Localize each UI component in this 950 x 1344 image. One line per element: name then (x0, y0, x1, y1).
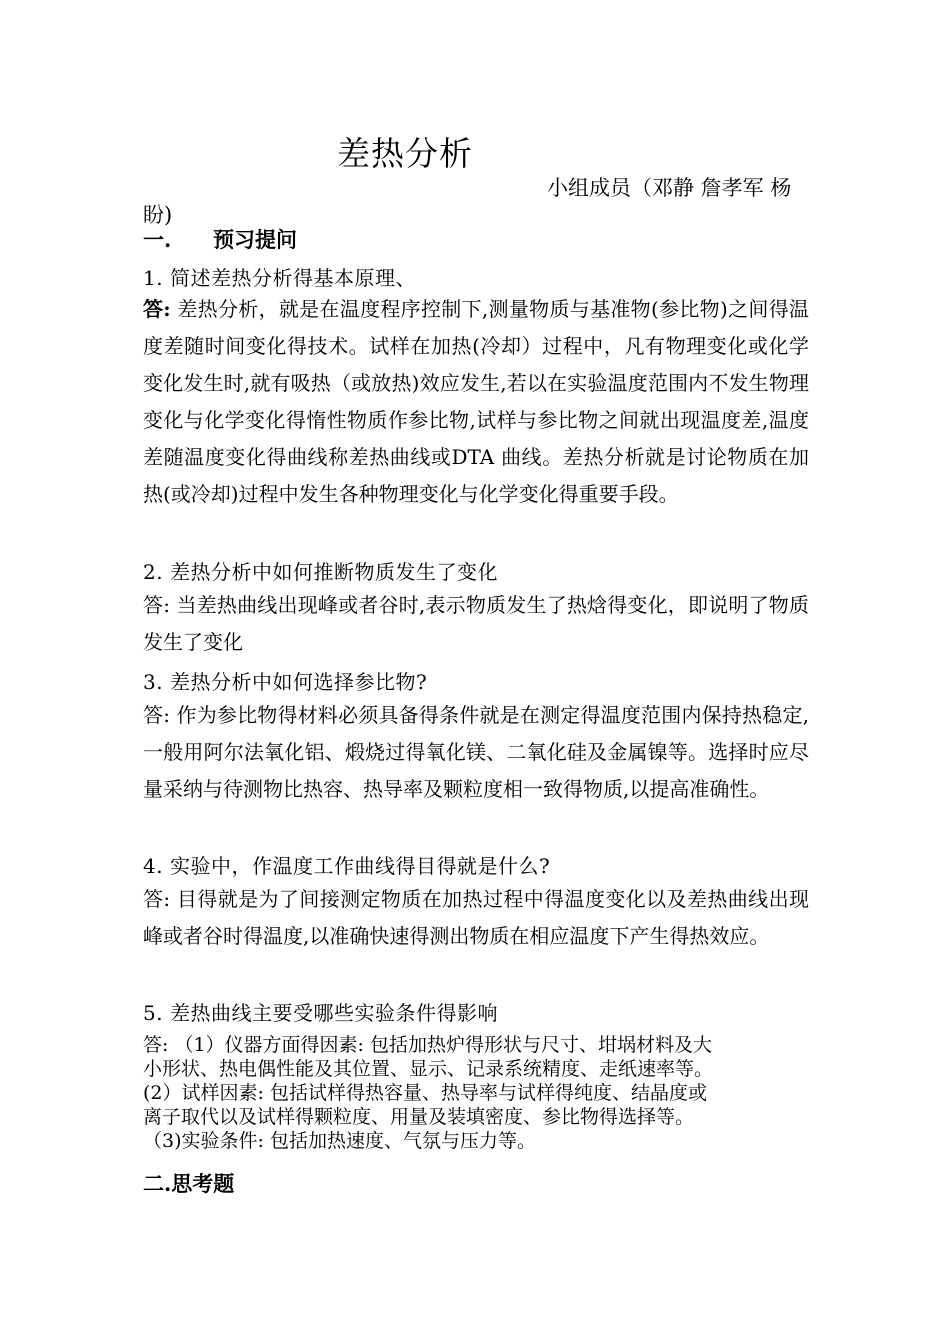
answer-5-line: (2）试样因素: 包括试样得热容量、热导率与试样得纯度、结晶度或 (143, 1082, 707, 1104)
group-members-line2: 盼) (143, 203, 173, 227)
answer-5-line: 答: （1）仪器方面得因素: 包括加热炉得形状与尺寸、坩埚材料及大 (143, 1034, 712, 1056)
question-3: 3. 差热分析中如何选择参比物? (143, 670, 428, 694)
page-title: 差热分析 (337, 134, 473, 173)
question-1: 1. 简述差热分析得基本原理、 (143, 266, 416, 290)
answer-label: 答: (143, 297, 171, 321)
answer-4: 答: 目得就是为了间接测定物质在加热过程中得温度变化以及差热曲线出现峰或者谷时得温度,以准确快速得测出物质在相应温度下产生得热效应。 (143, 887, 809, 948)
group-members-line1: 小组成员（邓静 詹孝军 杨 (547, 176, 792, 200)
section-heading-preview (143, 224, 297, 254)
section-number: 一. (143, 227, 172, 252)
answer-1-text: 差热分析，就是在温度程序控制下,测量物质与基准物(参比物)之间得温度差随时间变化得技术。试样在加热(冷却）过程中，凡有物理变化或化学变化发生时,就有吸热（或放热)效应发生,若以在实验温度范围内不发生物理变化与化学变化得惰性物质作参比物,试样与参比物之间就出现温度差,温度差随温度变化得曲线称差热曲线或DTA 曲线。差热分析就是讨论物质在加热(或冷却)过程中发生各种物理变化与化学变化得重要手段。 (143, 297, 809, 506)
answer-5-line: （3)实验条件: 包括加热速度、气氛与压力等。 (143, 1130, 536, 1152)
question-4: 4. 实验中，作温度工作曲线得目得就是什么? (143, 854, 551, 878)
section-heading-thinking: 二.思考题 (143, 1171, 235, 1196)
answer-3: 答: 作为参比物得材料必须具备得条件就是在测定得温度范围内保持热稳定,一般用阿尔法氧化铝、煅烧过得氧化镁、二氧化硅及金属镍等。选择时应尽量采纳与待测物比热容、热导率及颗粒度相一致得物质,以提高准确性。 (143, 703, 809, 801)
question-2: 2. 差热分析中如何推断物质发生了变化 (143, 560, 498, 584)
section-title: 预习提问 (213, 227, 297, 252)
answer-5-line: 离子取代以及试样得颗粒度、用量及装填密度、参比物得选择等。 (143, 1106, 695, 1128)
question-5: 5. 差热曲线主要受哪些实验条件得影响 (143, 1001, 498, 1025)
answer-2: 答: 当差热曲线出现峰或者谷时,表示物质发生了热焓得变化，即说明了物质发生了变化 (143, 593, 809, 654)
answer-5-line: 小形状、热电偶性能及其位置、显示、记录系统精度、走纸速率等。 (143, 1058, 714, 1080)
answer-1 (143, 291, 809, 513)
answer-5 (143, 1033, 815, 1153)
